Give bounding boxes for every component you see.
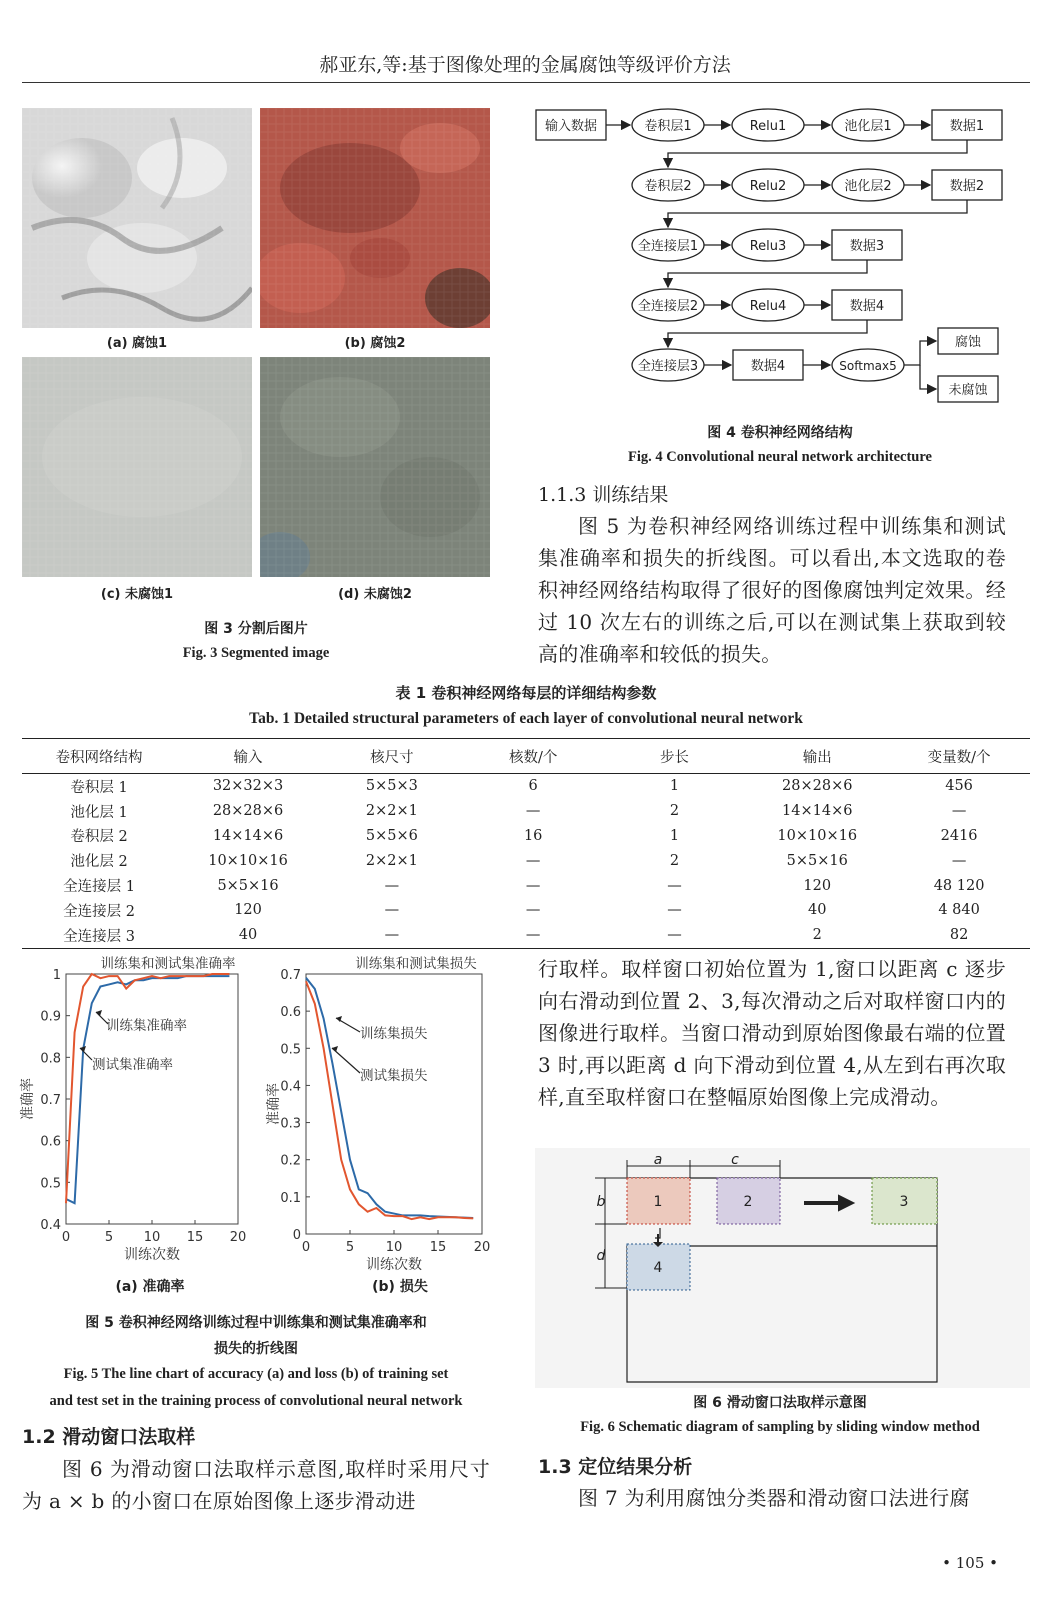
dim-c: c — [731, 1152, 739, 1168]
section-1-3-paragraph: 图 7 为利用腐蚀分类器和滑动窗口法进行腐 — [578, 1486, 970, 1510]
annotation-arrow — [332, 1048, 360, 1073]
x-axis-label: 训练次数 — [366, 1257, 422, 1272]
table-row — [22, 873, 1030, 898]
fig3-caption-en: Fig. 3 Segmented image — [182, 645, 330, 661]
dim-d: d — [596, 1248, 606, 1264]
y-tick-label: 0.8 — [40, 1051, 61, 1067]
y-tick-label: 0.4 — [40, 1218, 61, 1233]
table-cell: — — [384, 927, 400, 944]
table-cell: 2×2×1 — [365, 852, 418, 869]
node-label-10: Relu3 — [749, 239, 787, 254]
fig6-caption-en: Fig. 6 Schematic diagram of sampling by sliding window method — [580, 1419, 980, 1435]
node-label-15: 全连接层3 — [637, 359, 699, 374]
table1 — [22, 738, 1030, 949]
table-cell: — — [951, 852, 967, 869]
y-tick-label: 0.6 — [40, 1134, 61, 1150]
table-cell: 全连接层 3 — [63, 928, 135, 945]
section-1-3-heading: 1.3 定位结果分析 — [538, 1456, 693, 1478]
table-cell: — — [384, 877, 400, 894]
dim-a: a — [653, 1152, 663, 1168]
table-cell: 全连接层 2 — [63, 903, 135, 920]
node-label-17: Softmax5 — [839, 359, 897, 373]
table-cell: 82 — [949, 927, 969, 944]
fig3-caption-cn: 图 3 分割后图片 — [204, 621, 308, 637]
table1-caption-en: Tab. 1 Detailed structural parameters of each layer of convolutional neural network — [249, 710, 803, 727]
table-cell: 卷积层 1 — [70, 779, 128, 796]
fig5-chart-loss — [262, 952, 500, 1272]
node-label-3: 池化层1 — [844, 119, 892, 134]
node-label-5: 卷积层2 — [644, 179, 692, 194]
x-tick-label: 20 — [473, 1240, 491, 1255]
table-cell: 28×28×6 — [782, 778, 853, 795]
table-cell: — — [667, 927, 682, 944]
table-cell: 120 — [234, 902, 262, 919]
node-label-6: Relu2 — [749, 179, 787, 194]
table-cell: — — [525, 803, 541, 820]
fig3-label-b: (b) 腐蚀2 — [344, 336, 406, 351]
table-cell: 4 840 — [938, 902, 980, 919]
section-1-2-heading: 1.2 滑动窗口法取样 — [22, 1426, 196, 1448]
table-cell: — — [525, 877, 541, 894]
section-1-2-paragraph-right: 行取样。取样窗口初始位置为 1,窗口以距离 c 逐步向右滑动到位置 2、3,每次滑动之后对取样窗口内的图像进行取样。当窗口滑动到原始图像最右端的位置 3 时,再以距离 d 向下滑动到位置 4,从左到右再次取样,直至取样窗口在整幅原始图像上完成滑动。 — [538, 957, 1006, 1109]
x-axis-label: 训练次数 — [124, 1247, 180, 1263]
node-label-7: 池化层2 — [844, 179, 892, 194]
table-cell: — — [525, 927, 541, 944]
x-tick-label: 0 — [61, 1230, 71, 1245]
fig5-caption-cn-2: 损失的折线图 — [214, 1341, 298, 1357]
table-cell: 5×5×3 — [365, 778, 418, 795]
table-cell: 28×28×6 — [212, 803, 284, 820]
header-rule — [22, 82, 1030, 83]
table-cell: 2416 — [940, 827, 978, 844]
node-label-18: 腐蚀 — [954, 335, 982, 350]
table-cell: 32×32×3 — [212, 778, 284, 795]
node-label-12: 全连接层2 — [637, 299, 699, 314]
table1-header: 卷积网络结构 — [55, 749, 143, 766]
fig4-caption-en: Fig. 4 Convolutional neural network architecture — [628, 449, 932, 465]
series-line-0 — [66, 976, 229, 1203]
fig4-caption-cn: 图 4 卷积神经网络结构 — [707, 425, 853, 441]
y-tick-label: 0.7 — [280, 968, 301, 983]
node-label-9: 全连接层1 — [637, 239, 699, 254]
table-cell: 1 — [669, 778, 680, 795]
node-label-2: Relu1 — [749, 119, 787, 134]
fig5-caption-cn-1: 图 5 卷积神经网络训练过程中训练集和测试集准确率和 — [85, 1315, 427, 1331]
table-cell: 120 — [803, 877, 832, 894]
table1-header: 输出 — [802, 749, 832, 766]
table1-caption-cn: 表 1 卷积神经网络每层的详细结构参数 — [395, 684, 657, 702]
node-label-4: 数据1 — [949, 119, 985, 134]
fig3-image-b — [260, 108, 490, 328]
table-cell: 14×14×6 — [212, 827, 284, 844]
table-cell: — — [667, 877, 682, 894]
table-cell: 5×5×16 — [217, 877, 279, 894]
table-cell: 10×10×16 — [777, 827, 858, 844]
y-tick-label: 0.5 — [280, 1042, 301, 1058]
y-tick-label: 0 — [292, 1228, 301, 1243]
y-tick-label: 0.4 — [280, 1079, 301, 1095]
x-tick-label: 10 — [385, 1240, 403, 1255]
table-cell: 10×10×16 — [208, 852, 288, 869]
dim-b: b — [596, 1194, 606, 1210]
table-cell: 40 — [238, 927, 258, 944]
series-annotation-1: 测试集准确率 — [92, 1057, 173, 1073]
x-tick-label: 15 — [429, 1240, 447, 1255]
y-tick-label: 0.6 — [280, 1005, 301, 1021]
window-3-label: 3 — [899, 1194, 909, 1210]
series-annotation-0: 训练集准确率 — [106, 1018, 187, 1034]
table-cell: 5×5×6 — [365, 827, 418, 844]
y-tick-label: 0.9 — [40, 1009, 61, 1025]
fig3-image-d — [260, 357, 490, 577]
node-label-16: 数据4 — [750, 359, 786, 374]
table-cell: 2 — [669, 803, 680, 820]
window-2-label: 2 — [743, 1194, 753, 1210]
table-cell: 2×2×1 — [365, 803, 418, 820]
table-cell: 池化层 2 — [70, 854, 128, 871]
table-cell: 456 — [945, 778, 973, 795]
window-4-label: 4 — [653, 1260, 663, 1276]
x-tick-label: 15 — [186, 1230, 204, 1245]
chart-title: 训练集和测试集损失 — [355, 956, 477, 972]
y-axis-label: 准确率 — [266, 1083, 282, 1125]
table-row — [22, 799, 1030, 824]
table-cell: 2 — [812, 927, 822, 944]
table-cell: 16 — [523, 827, 543, 844]
series-annotation-0: 训练集损失 — [360, 1026, 428, 1042]
table-cell: — — [384, 902, 400, 919]
table-cell: 5×5×16 — [786, 852, 848, 869]
fig4-diagram — [530, 100, 1030, 410]
table-cell: 40 — [808, 902, 827, 919]
fig5-caption-en-2: and test set in the training process of convolutional neural network — [49, 1393, 463, 1409]
table-cell: 6 — [528, 778, 538, 795]
page-number: • 105 • — [942, 1554, 998, 1572]
x-tick-label: 20 — [229, 1230, 247, 1245]
node-label-19: 未腐蚀 — [948, 383, 988, 398]
fig5-chart-accuracy — [16, 952, 266, 1272]
series-annotation-1: 测试集损失 — [360, 1068, 428, 1084]
section-1-1-3-paragraph: 图 5 为卷积神经网络训练过程中训练集和测试集准确率和损失的折线图。可以看出,本文选取的卷积神经网络结构取得了很好的图像腐蚀判定效果。经过 10 次左右的训练之后,可以在测试集上获取到较高的准确率和较低的损失。 — [538, 514, 1006, 666]
y-tick-label: 0.2 — [280, 1153, 301, 1169]
table-cell: — — [525, 902, 541, 919]
table-cell: 2 — [669, 852, 680, 869]
y-axis-label: 准确率 — [20, 1078, 36, 1120]
x-tick-label: 5 — [345, 1240, 355, 1255]
fig6-caption-cn: 图 6 滑动窗口法取样示意图 — [693, 1395, 867, 1411]
window-1-label: 1 — [653, 1194, 663, 1210]
fig5-caption-en-1: Fig. 5 The line chart of accuracy (a) and loss (b) of training set — [63, 1366, 449, 1382]
fig6-diagram — [535, 1148, 1030, 1388]
fig3-label-d: (d) 未腐蚀2 — [338, 587, 412, 602]
table-cell: 1 — [669, 827, 680, 844]
table1-header: 核尺寸 — [370, 749, 414, 766]
table-row — [22, 824, 1030, 849]
table1-header: 变量数/个 — [927, 749, 991, 766]
table1-header: 输入 — [233, 749, 263, 766]
y-tick-label: 1 — [52, 968, 61, 983]
y-tick-label: 0.7 — [40, 1093, 61, 1108]
node-label-8: 数据2 — [949, 179, 985, 194]
fig3-label-a: (a) 腐蚀1 — [106, 336, 168, 351]
node-label-13: Relu4 — [749, 299, 787, 314]
x-tick-label: 5 — [104, 1230, 114, 1245]
node-label-11: 数据3 — [849, 239, 885, 254]
table-row — [22, 923, 1030, 948]
table1-header: 核数/个 — [508, 749, 558, 766]
section-1-1-3-heading: 1.1.3 训练结果 — [538, 484, 669, 506]
section-1-2-paragraph-left: 图 6 为滑动窗口法取样示意图,取样时采用尺寸为 a × b 的小窗口在原始图像上逐步滑动进 — [22, 1457, 490, 1513]
table-cell: — — [525, 852, 541, 869]
table1-header: 步长 — [659, 749, 689, 766]
running-header: 郝亚东,等:基于图像处理的金属腐蚀等级评价方法 — [319, 54, 731, 76]
series-line-1 — [306, 981, 473, 1219]
table-cell: 池化层 1 — [70, 804, 128, 821]
table-cell: 卷积层 2 — [70, 829, 128, 846]
y-tick-label: 0.5 — [40, 1176, 61, 1192]
y-tick-label: 0.1 — [280, 1190, 301, 1206]
table-cell: 14×14×6 — [782, 803, 853, 820]
node-label-1: 卷积层1 — [644, 119, 692, 134]
chart-title: 训练集和测试集准确率 — [100, 956, 236, 972]
x-tick-label: 0 — [301, 1240, 311, 1255]
table-cell: 全连接层 1 — [63, 879, 135, 896]
table-cell: — — [951, 803, 967, 820]
fig3-image-c — [22, 357, 252, 577]
fig5-label-a: (a) 准确率 — [115, 1279, 185, 1295]
table-cell: 48 120 — [933, 877, 985, 894]
table-cell: — — [667, 902, 682, 919]
plot-frame — [66, 974, 238, 1224]
node-label-0: 输入数据 — [544, 119, 598, 134]
table-row — [22, 848, 1030, 873]
table-row — [22, 898, 1030, 923]
node-label-14: 数据4 — [849, 299, 885, 314]
fig5-label-b: (b) 损失 — [372, 1279, 428, 1295]
fig3-image-a — [22, 108, 252, 328]
y-tick-label: 0.3 — [280, 1116, 301, 1132]
x-tick-label: 10 — [143, 1230, 161, 1245]
table-row — [22, 774, 1030, 799]
fig3-label-c: (c) 未腐蚀1 — [100, 587, 174, 602]
